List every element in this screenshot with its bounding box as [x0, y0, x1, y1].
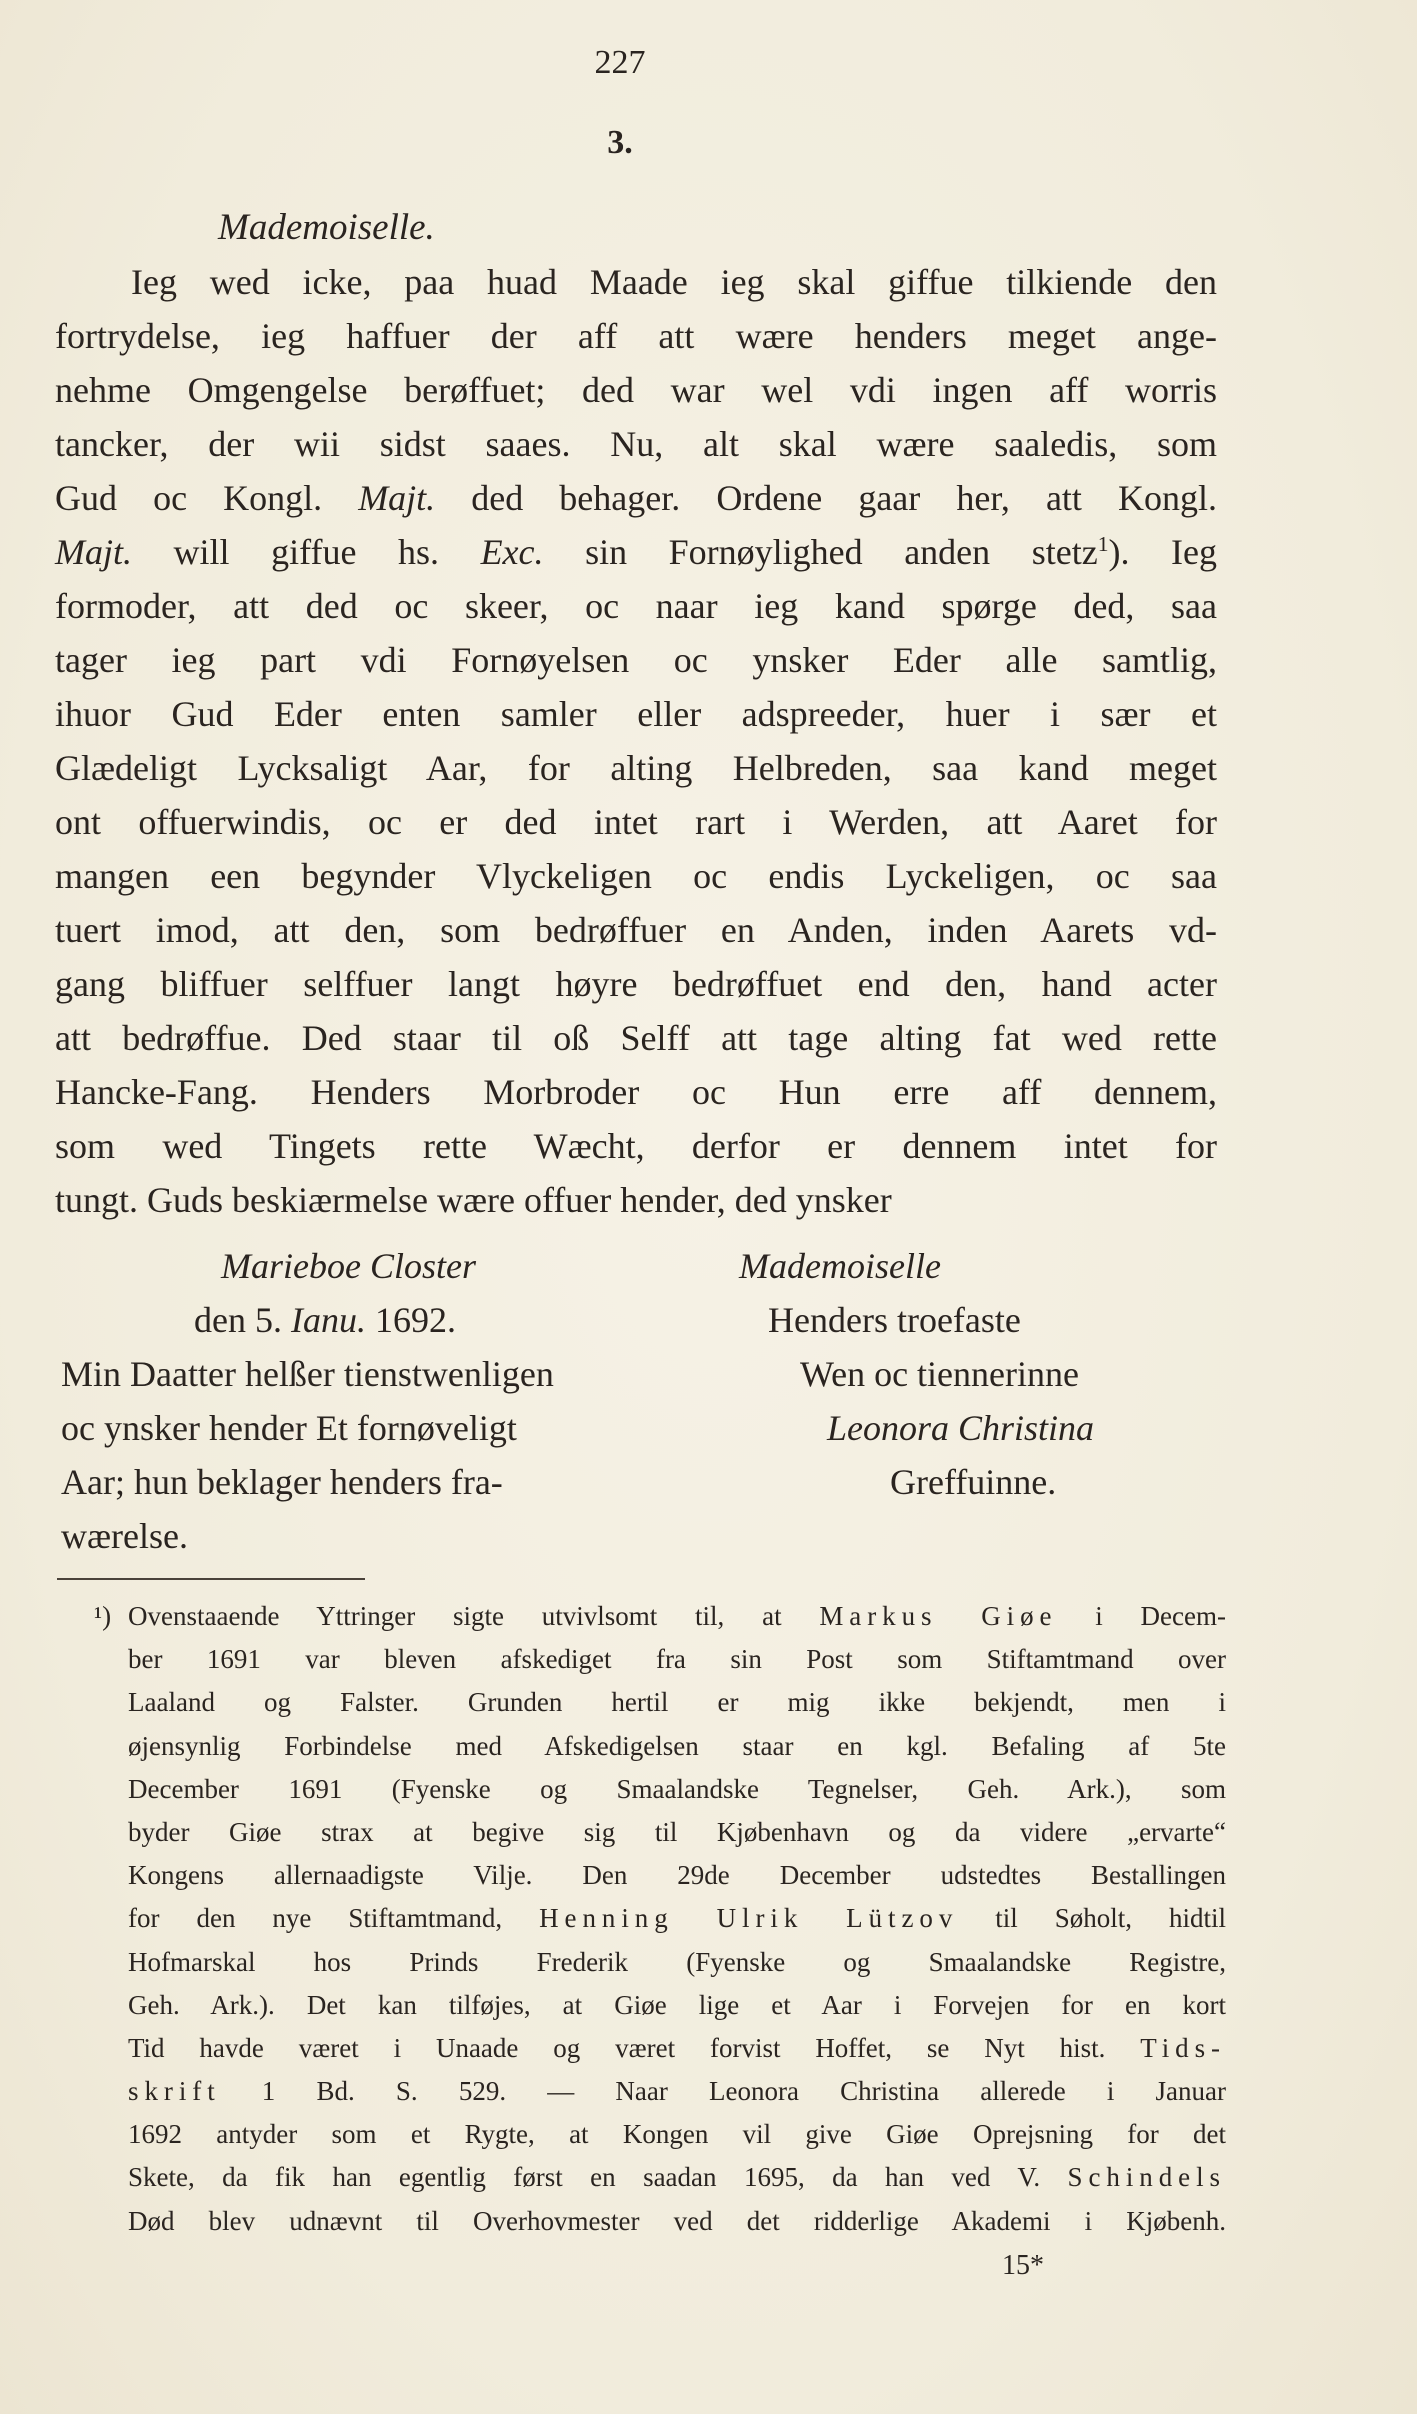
text-segment: til Søholt, hidtil	[958, 1903, 1226, 1934]
body-line	[55, 309, 1217, 363]
text-segment: Ieg wed icke, paa huad Maade ieg skal giffue tilkiende den	[131, 262, 1217, 302]
text-segment: for den nye Stiftamtmand,	[128, 1903, 540, 1934]
closing-right-line	[827, 1401, 1094, 1455]
text-segment: ont offuerwindis, oc er ded intet rart i Werden, att Aaret for	[55, 802, 1217, 842]
closing-left-line	[61, 1455, 503, 1509]
letter-body	[55, 255, 1217, 1227]
footnote-line	[128, 1638, 1226, 1681]
text-segment: ). Ieg	[1108, 532, 1217, 572]
letter-salutation: Mademoiselle.	[218, 207, 435, 248]
body-line	[55, 579, 1217, 633]
text-segment: skrift	[128, 2076, 221, 2107]
text-segment: Henders troefaste	[768, 1300, 1021, 1340]
footnote-line	[128, 1725, 1226, 1768]
text-segment: tungt. Guds beskiærmelse wære offuer hender, ded ynsker	[55, 1180, 892, 1220]
footnote-line	[128, 1768, 1226, 1811]
text-segment: Schindels	[1067, 2162, 1226, 2193]
footnote-divider	[57, 1578, 365, 1580]
closing-right-line	[739, 1239, 941, 1293]
footnote	[128, 1595, 1226, 2243]
text-segment: Ianu.	[290, 1300, 366, 1340]
text-segment: Hofmarskal hos Prinds Frederik (Fyenske og Smaalandske Registre,	[128, 1946, 1226, 1977]
body-line	[55, 633, 1217, 687]
section-number: 3.	[607, 124, 633, 161]
text-segment: Død blev udnævnt til Overhovmester ved det ridderlige Akademi i Kjøbenh.	[128, 2205, 1226, 2236]
closing-left-line	[61, 1401, 517, 1455]
text-segment: Exc.	[480, 532, 544, 572]
text-segment: ber 1691 var bleven afskediget fra sin Post som Stiftamtmand over	[128, 1644, 1226, 1675]
body-line	[55, 1065, 1217, 1119]
text-segment: Marieboe Closter	[221, 1246, 476, 1286]
closing-left-line	[61, 1347, 554, 1401]
text-segment: som wed Tingets rette Wæcht, derfor er dennem intet for	[55, 1126, 1217, 1166]
text-segment: Aar; hun beklager henders fra-	[61, 1462, 503, 1502]
text-segment: wærelse.	[61, 1516, 188, 1556]
body-line	[55, 471, 1217, 525]
body-line	[55, 255, 1217, 309]
text-segment: Min Daatter helßer tienstwenligen	[61, 1354, 554, 1394]
text-segment: Kongens allernaadigste Vilje. Den 29de December udstedtes Bestallingen	[128, 1860, 1226, 1891]
body-line	[55, 795, 1217, 849]
text-segment: ded behager. Ordene gaar her, att Kongl.	[435, 478, 1217, 518]
signature-mark: 15*	[1002, 2250, 1044, 2281]
text-segment: nehme Omgengelse berøffuet; ded war wel vdi ingen aff worris	[55, 370, 1217, 410]
text-segment: tancker, der wii sidst saaes. Nu, alt skal wære saaledis, som	[55, 424, 1217, 464]
text-segment: Hancke-Fang. Henders Morbroder oc Hun erre aff dennem,	[55, 1072, 1217, 1112]
closing-left-line	[61, 1509, 188, 1563]
text-segment: 1 Bd. S. 529. — Naar Leonora Christina allerede i Januar	[220, 2076, 1226, 2107]
page-number: 227	[594, 44, 646, 81]
text-segment: formoder, att ded oc skeer, oc naar ieg kand spørge ded, saa	[55, 586, 1217, 626]
text-segment: tuert imod, att den, som bedrøffuer en Anden, inden Aarets vd-	[55, 910, 1217, 950]
text-segment: Gud oc Kongl.	[55, 478, 359, 518]
closing-left-line	[221, 1239, 476, 1293]
text-segment: øjensynlig Forbindelse med Afskedigelsen staar en kgl. Befaling af 5te	[128, 1730, 1226, 1761]
footnote-line	[128, 1811, 1226, 1854]
body-line	[55, 417, 1217, 471]
closing-right-line	[800, 1347, 1079, 1401]
body-line	[55, 687, 1217, 741]
body-line	[55, 363, 1217, 417]
text-segment: Geh. Ark.). Det kan tilføjes, at Giøe lige et Aar i Forvejen for en kort	[128, 1989, 1226, 2020]
text-segment: Glædeligt Lycksaligt Aar, for alting Helbreden, saa kand meget	[55, 748, 1217, 788]
text-segment: fortrydelse, ieg haffuer der aff att wære henders meget ange-	[55, 316, 1217, 356]
footnote-line	[128, 2200, 1226, 2243]
text-segment: Wen oc tiennerinne	[800, 1354, 1079, 1394]
text-segment: Majt.	[55, 532, 132, 572]
footnote-line	[128, 1897, 1226, 1940]
text-segment: Markus Giøe	[819, 1601, 1058, 1631]
text-segment: Skete, da fik han egentlig først en saadan 1695, da han ved V.	[128, 2162, 1068, 2193]
text-segment: tager ieg part vdi Fornøyelsen oc ynsker Eder alle samtlig,	[55, 640, 1217, 680]
text-segment: oc ynsker hender Et fornøveligt	[61, 1408, 517, 1448]
text-segment: gang bliffuer selffuer langt høyre bedrøffuet end den, hand acter	[55, 964, 1217, 1004]
footnote-line	[128, 2156, 1226, 2199]
footnote-line	[128, 1595, 1226, 1638]
text-segment: Laaland og Falster. Grunden hertil er mig ikke bekjendt, men i	[128, 1687, 1226, 1718]
text-segment: Leonora Christina	[827, 1408, 1095, 1448]
text-segment: ihuor Gud Eder enten samler eller adspreeder, huer i sær et	[55, 694, 1217, 734]
footnote-line	[128, 1984, 1226, 2027]
text-segment: will giffue hs.	[132, 532, 481, 572]
text-segment: i Decem-	[1057, 1601, 1226, 1631]
text-segment: Ovenstaaende Yttringer sigte utvivlsomt til, at	[128, 1601, 820, 1631]
text-segment: Greffuinne.	[890, 1462, 1057, 1502]
body-line	[55, 741, 1217, 795]
body-line	[55, 957, 1217, 1011]
footnote-line	[128, 2113, 1226, 2156]
body-line	[55, 1011, 1217, 1065]
text-segment: 1692.	[365, 1300, 456, 1340]
closing-right-line	[890, 1455, 1056, 1509]
footnote-reference: 1	[1097, 532, 1109, 557]
footnote-line	[128, 2027, 1226, 2070]
closing-left-line	[194, 1293, 456, 1347]
text-segment: Mademoiselle	[739, 1246, 941, 1286]
text-segment: Majt.	[358, 478, 436, 518]
text-segment: mangen een begynder Vlyckeligen oc endis Lyckeligen, oc saa	[55, 856, 1217, 896]
body-line	[55, 1119, 1217, 1173]
footnote-line	[128, 1681, 1226, 1724]
body-line	[55, 903, 1217, 957]
body-line	[55, 1173, 1165, 1227]
body-line	[55, 525, 1217, 579]
text-segment: Henning Ulrik Lützov	[539, 1903, 959, 1934]
text-segment: 1692 antyder som et Rygte, at Kongen vil give Giøe Oprejsning for det	[128, 2119, 1226, 2150]
text-segment: byder Giøe strax at begive sig til Kjøbenhavn og da videre „ervarte“	[128, 1816, 1226, 1847]
body-line	[55, 849, 1217, 903]
text-segment: December 1691 (Fyenske og Smaalandske Tegnelser, Geh. Ark.), som	[128, 1773, 1226, 1804]
closing-right-line	[768, 1293, 1021, 1347]
text-segment: Tids-	[1140, 2032, 1226, 2063]
footnote-line	[128, 1941, 1226, 1984]
text-segment: den 5.	[194, 1300, 291, 1340]
footnote-marker: ¹)	[94, 1601, 112, 1631]
footnote-line	[128, 2070, 1226, 2113]
text-segment: att bedrøffue. Ded staar til oß Selff att tage alting fat wed rette	[55, 1018, 1217, 1058]
text-segment: sin Fornøylighed anden stetz	[543, 532, 1098, 572]
text-segment: Tid havde været i Unaade og været forvist Hoffet, se Nyt hist.	[128, 2032, 1141, 2063]
footnote-line	[128, 1854, 1226, 1897]
